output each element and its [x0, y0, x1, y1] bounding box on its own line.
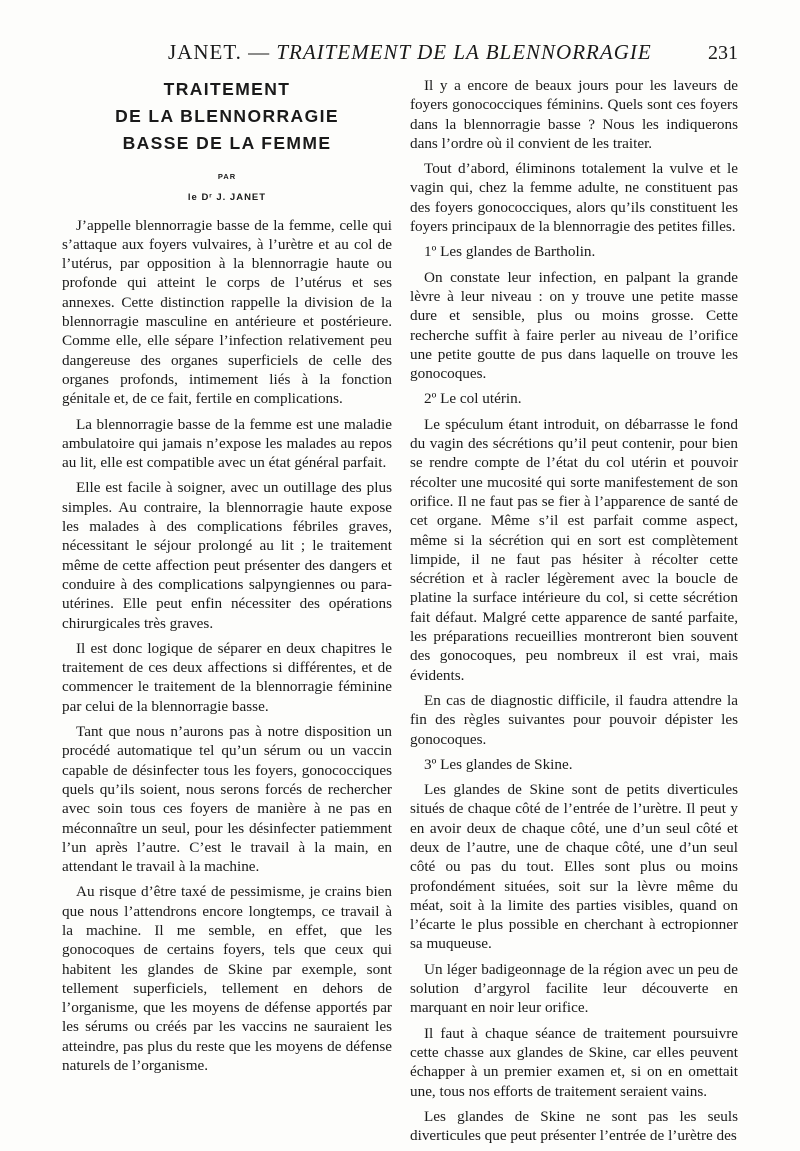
paragraph: Tout d’abord, éliminons totalement la vulve et le vagin qui, chez la femme adulte, ne constituent pas des foyers gonococciques, alors qu’ils constituent les foyers principaux de la blennorragie des petites filles. [410, 160, 738, 236]
article-author: le Dʳ J. JANET [187, 192, 267, 204]
paragraph: Il faut à chaque séance de traitement poursuivre cette chasse aux glandes de Skine, car elles peuvent échapper à un premier examen et, si on en omettait une, tous nos efforts de traitement seraient vains. [410, 1024, 738, 1100]
paragraph: Tant que nous n’aurons pas à notre disposition un procédé automatique tel qu’un sérum ou un vaccin capable de désinfecter tous les foyers, gonococciques quels qu’ils soient, nous serons forcés de rechercher avec soin tous ces foyers de manière à ne pas en méconnaître un seul, pour les désinfecter patiemment l’un après l’autre. C’est le travail à la main, en attendant le travail à la machine. [62, 723, 392, 876]
article-title-line: DE LA BLENNORRAGIE [115, 106, 339, 126]
paragraph: J’appelle blennorragie basse de la femme, celle qui s’attaque aux foyers vulvaires, à l’urètre et au col de l’utérus, par opposition à la blennorragie haute ou profonde qui atteint le corps de l’utérus et ses annexes. Cette distinction rappelle la division de la blennorragie masculine en antérieure et postérieure. Comme elle, elle sépare l’infection relativement peu dangereuse des organes superficiels de celle des organes profonds, intimement liés à la fonction génitale et, de ce fait, fertile en complications. [62, 216, 392, 408]
running-title-author: JANET. — [168, 40, 277, 64]
paragraph: Les glandes de Skine ne sont pas les seuls diverticules que peut présenter l’entrée de l’urètre des [410, 1107, 738, 1145]
paragraph: Il est donc logique de séparer en deux chapitres le traitement de ces deux affections si différentes, et de commencer le traitement de la blennorragie féminine par celui de la blennorragie basse. [62, 639, 392, 715]
paragraph: Les glandes de Skine sont de petits diverticules situés de chaque côté de l’entrée de l’urètre. Il peut y en avoir deux de chaque côté, une d’un seul côté et deux de l’autre, une de chaque côté, une d’un seul côté ou pas du tout. Elles sont plus ou moins profondément situées, soit sur la lèvre même du méat, soit à la limite des parties visibles, quand on l’écarte le plus possible en cherchant à ectropionner sa muqueuse. [410, 781, 738, 953]
section-heading: 1º Les glandes de Bartholin. [424, 243, 596, 261]
left-column [62, 76, 392, 1081]
running-head [0, 40, 800, 68]
paragraph: Elle est facile à soigner, avec un outillage des plus simples. Au contraire, la blennorragie haute expose les malades à des complications fébriles graves, nécessitant le séjour prolongé au lit ; le traitement même de cette affection peut présenter des dangers et conduire à des complications salpyngiennes ou para-utérines. Elle peut enfin nécessiter des opérations chirurgicales très graves. [62, 479, 392, 632]
running-title [168, 40, 652, 65]
article-title-block [62, 76, 392, 208]
article-title-line: BASSE DE LA FEMME [122, 133, 332, 153]
right-column [410, 76, 738, 1151]
paragraph: En cas de diagnostic difficile, il faudra attendre la fin des règles suivantes pour pouvoir dépister les gonocoques. [410, 691, 738, 748]
page-number: 231 [708, 42, 738, 64]
paragraph: Au risque d’être taxé de pessimisme, je crains bien que nous l’attendrons encore longtemps, ce travail à la machine. Il me semble, en effet, que les gonocoques de certains foyers, tels que ceux qui habitent les glandes de Skine par exemple, sont tellement superficiels, tellement en dehors de l’organisme, que les moyens de défense apportés par les sérums ou créés par les vaccins ne sauraient les atteindre, pas plus du reste que les moyens de défense naturels de l’organisme. [62, 883, 392, 1075]
section-heading: 3º Les glandes de Skine. [424, 755, 573, 773]
paragraph: On constate leur infection, en palpant la grande lèvre à leur niveau : on y trouve une petite masse dure et sensible, plus ou moins grosse. Cette recherche suffit à faire perler au niveau de l’orifice une petite goutte de pus dans laquelle on trouve les gonocoques. [410, 268, 738, 383]
paragraph: La blennorragie basse de la femme est une maladie ambulatoire qui jamais n’expose les malades au repos au lit, elle est compatible avec un état général parfait. [62, 415, 392, 472]
paragraph: Il y a encore de beaux jours pour les laveurs de foyers gonococciques féminins. Quels sont ces foyers dans la blennorragie basse ? Nous les indiquerons dans l’ordre où il convient de les traiter. [410, 77, 738, 152]
section-heading: 2º Le col utérin. [424, 390, 522, 408]
byline-par: PAR [217, 172, 237, 181]
paragraph: Un léger badigeonnage de la région avec un peu de solution d’argyrol facilite leur découverte en marquant en noir leur orifice. [410, 960, 738, 1017]
article-title-line: TRAITEMENT [163, 79, 291, 99]
paragraph: Le spéculum étant introduit, on débarrasse le fond du vagin des sécrétions qu’il peut contenir, pour bien se rendre compte de l’état du col utérin et pouvoir récolter une mucosité qui sorte manifestement de son orifice. Il ne faut pas se fier à l’apparence de santé de cet organe. Même s’il est parfait comme aspect, même si la sécrétion qui en sort est complètement limpide, il ne faut pas hésiter à récolter cette sécrétion et à racler légèrement avec la boucle de platine la surface intérieure du col, si cette sécrétion fait défaut. Malgré cette apparence de santé parfaite, les préparations recueillies montreront bien souvent des gonocoques, peu nombreux il est vrai, mais évidents. [410, 415, 738, 684]
running-title-subject: TRAITEMENT DE LA BLENNORRAGIE [276, 40, 652, 64]
